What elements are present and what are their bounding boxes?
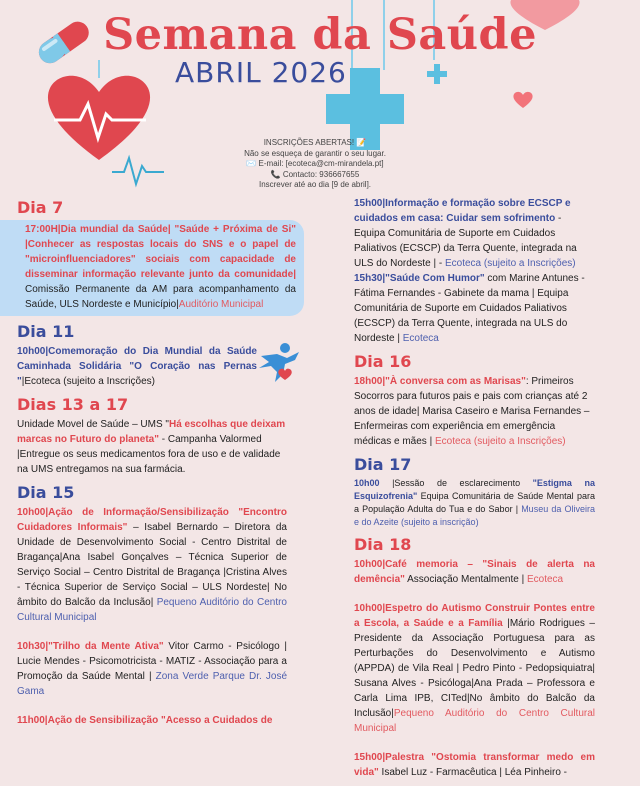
day-15-heading: Dia 15 — [17, 483, 75, 502]
day-16-event — [354, 374, 595, 449]
reg-line-email: ✉️ E-mail: [ecoteca@cm-mirandela.pt] — [246, 159, 384, 168]
event-body: Equipa Comunitária de Saúde Mental para a População Adulta do Tua e do Sabor | — [354, 491, 595, 514]
event-title: 18h00|"À conversa com as Marisas" — [354, 376, 526, 387]
day-17-heading: Dia 17 — [354, 455, 412, 474]
event-body: Vitor Carmo - Psicólogo | Lucie Mendes - Psicomotricista - MATIZ - Associação para a Promoção da Saúde Mental | — [17, 641, 287, 682]
reg-line-deadline: Inscrever até ao dia [9 de abril]. — [258, 180, 372, 189]
event-title: 10h00|Café memoria – "Sinais de alerta na demência" — [354, 559, 595, 585]
event-body: - Campanha Valormed |Entregue os seus medicamentos fora de uso e de validade na UMS entregamos na sua farmácia. — [17, 434, 281, 475]
event-mid: |Sessão de esclarecimento — [379, 478, 533, 488]
event-location: Pequeno Auditório do Centro Cultural Municipal — [17, 597, 287, 623]
day-15-event-4 — [354, 196, 595, 271]
event-title: Há escolhas que deixam marcas no Futuro do planeta" — [17, 419, 286, 445]
page-title: Semana da Saúde — [103, 10, 537, 60]
event-body: Comissão Permanente da AM para acompanhamento da Saúde, ULS Nordeste e Município| — [25, 284, 296, 310]
day-7-event — [0, 220, 304, 316]
event-body: |Mário Rodrigues – Presidente da Associação Portuguesa para as Perturbações do Desenvolvimento e Autismo (APPDA) de Vila Real | Pedro Pinto - Pedopsiquiatra| Susana Alves - Psicóloga|Ana Prada – Professora e Carla Lima IPB, CITed|No âmbito do Balcão da Inclusão| — [354, 618, 595, 719]
day-18-event-1 — [354, 557, 595, 587]
event-title: 11h00|Ação de Sensibilização "Acesso a Cuidados de — [17, 715, 273, 726]
event-location: Ecoteca (sujeito a Inscrições) — [434, 436, 566, 447]
event-location: Ecoteca — [526, 574, 564, 585]
event-location: Ecoteca (sujeito a Inscrições) — [444, 258, 576, 269]
day-18-heading: Dia 18 — [354, 535, 412, 554]
day-7-heading: Dia 7 — [17, 198, 64, 217]
event-location: Auditório Municipal — [178, 299, 264, 310]
event-body: Associação Mentalmente | — [404, 574, 527, 585]
event-title: 10h00|Ação de Informação/Sensibilização "Encontro Cuidadores Informais" — [17, 507, 287, 533]
event-body: – Isabel Bernardo – Diretora da Unidade de Desenvolvimento Social - Centro Distrital de Bragança|Ana Isabel Gonçalves – Técnica Superior de Serviço Social – Centro Distrital de Bragança |Cristina Alves - Técnica Superior de Serviço Social – ULS Nordeste| No âmbito do Balcão da Inclusão| — [17, 522, 287, 608]
day-15-event-5 — [354, 271, 595, 346]
day-15-event-2 — [17, 639, 287, 699]
day-16-heading: Dia 16 — [354, 352, 412, 371]
event-title: 15h30|"Saúde Com Humor" — [354, 273, 485, 284]
day-11-heading: Dia 11 — [17, 322, 75, 341]
event-title: 10h00|Comemoração do Dia Mundial da Saúde Caminhada Solidária "O Coração nas Pernas " — [17, 346, 257, 387]
day-13-17-event — [17, 417, 287, 477]
reg-line: Não se esqueça de garantir o seu lugar. — [244, 148, 386, 158]
event-title: "Estigma na Esquizofrenia" — [354, 478, 595, 501]
event-location: Pequeno Auditório do Centro Cultural Municipal — [354, 708, 595, 734]
event-location: Museu da Oliveira e do Azeite (sujeito a inscrição) — [354, 504, 595, 527]
right-column — [354, 196, 595, 786]
day-11-event — [17, 344, 257, 389]
event-time: 10h00 — [354, 478, 380, 488]
event-title: 15h00|Informação e formação sobre ECSCP e cuidados em casa: Cuidar sem sofrimento — [354, 198, 571, 224]
day-18-event-2 — [354, 601, 595, 736]
event-body: Isabel Luz - Farmacêutica | Léa Pinheiro - — [378, 767, 568, 778]
reg-line: INSCRIÇÕES ABERTAS! 📝 — [263, 138, 367, 147]
event-location: Zona Verde Parque Dr. José Gama — [17, 671, 288, 697]
day-13-17-heading: Dias 13 a 17 — [17, 395, 129, 414]
page-subtitle: ABRIL 2026 — [175, 56, 347, 89]
event-location: Ecoteca — [402, 333, 439, 344]
event-body: |Ecoteca (sujeito a Inscrições) — [21, 376, 155, 387]
event-title: 10h00|Espetro do Autismo Construir Pontes entre a Escola, a Saúde e a Família — [354, 603, 595, 629]
small-heart-icon — [512, 91, 534, 109]
day-15-event-1 — [17, 505, 287, 625]
event-pre: Unidade Movel de Saúde – UMS " — [17, 419, 169, 430]
registration-info — [150, 138, 480, 191]
event-title: 17:00H|Dia mundial da Saúde| "Saúde + Próxima de Si" |Conhecer as respostas locais do SNS e o papel de "microinfluenciadores" sociais com capacidade de disseminar informação relevante junto da comunidade| — [25, 224, 296, 280]
day-15-event-3 — [17, 713, 287, 728]
day-17-event — [354, 477, 595, 529]
event-body: com Marine Antunes - Fátima Fernandes - Gabinete da mama | Equipa Comunitária de Suporte em Cuidados Paliativos (ECSCP) da Terra Quente, integrada na ULS do Nordeste | — [354, 273, 585, 344]
left-column — [17, 198, 296, 734]
event-title: 10h30|"Trilho da Mente Ativa" — [17, 641, 164, 652]
event-body: : Primeiros Socorros para futuros pais e pais com crianças até 2 anos de idade| Marisa Caseiro e Marisa Fernandes – Enfermeiras com experiência em emergência médicas e mães | — [354, 376, 590, 447]
day-18-event-3 — [354, 750, 595, 780]
small-cross-icon — [427, 64, 447, 84]
event-body: - Equipa Comunitária de Suporte em Cuidados Paliativos (ECSCP) da Terra Quente, integrada na ULS do Nordeste | - — [354, 213, 577, 269]
reg-line-phone: 📞 Contacto: 936667655 — [270, 169, 360, 179]
runner-heart-icon — [255, 342, 301, 384]
event-title: 15h00|Palestra "Ostomia transformar medo em vida" — [354, 752, 595, 778]
